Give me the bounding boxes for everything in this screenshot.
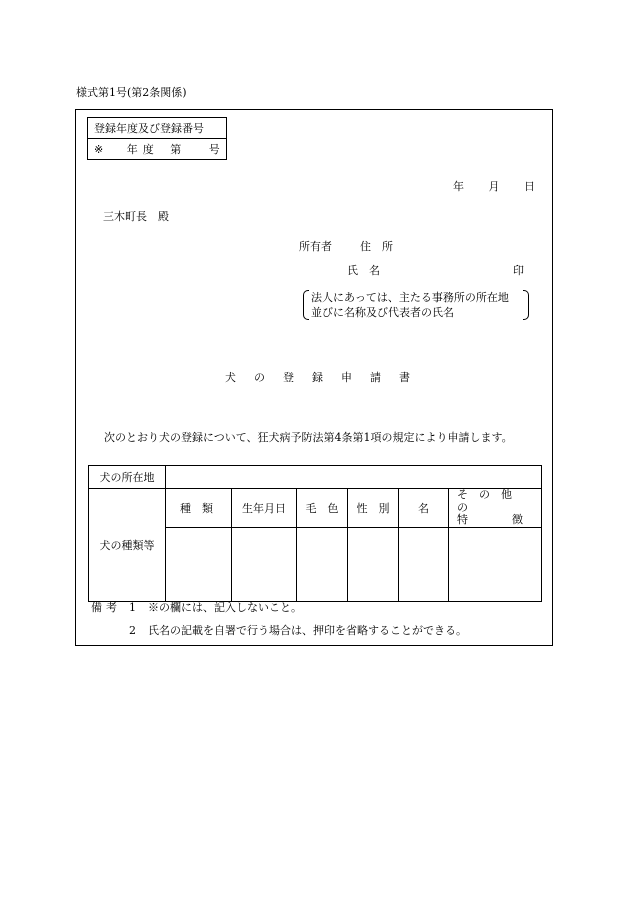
date-month-label: 月 <box>488 180 500 193</box>
form-number-label: 様式第1号(第2条関係) <box>76 86 187 99</box>
note-2-text: 氏名の記載を自署で行う場合は、押印を省略することができる。 <box>148 624 467 637</box>
registration-number-field[interactable] <box>88 139 227 160</box>
dog-name-field[interactable] <box>399 527 449 601</box>
date-year-label: 年 <box>453 180 464 193</box>
document-title: 犬の登録申請書 <box>225 371 428 384</box>
date-day-label: 日 <box>524 180 535 193</box>
owner-label: 所有者 <box>299 240 332 253</box>
sex-field[interactable] <box>348 527 399 601</box>
other-features-line1: そ の 他 の <box>457 488 523 514</box>
seal-mark: 印 <box>513 264 524 277</box>
owner-name-field[interactable]: 氏 名 <box>347 264 380 277</box>
registration-number-prefix: 第 <box>170 143 182 156</box>
dog-location-label: 犬の所在地 <box>89 466 166 489</box>
registration-box-header: 登録年度及び登録番号 <box>88 118 227 139</box>
note-1-number: 1 <box>129 601 136 614</box>
right-bracket <box>523 290 529 320</box>
dog-type-label: 犬の種類等 <box>89 489 166 602</box>
left-bracket <box>303 290 309 320</box>
owner-address-label <box>299 241 351 252</box>
owner-address-field[interactable]: 住 所 <box>360 240 393 253</box>
application-date[interactable] <box>453 181 535 192</box>
other-features-field[interactable] <box>449 527 542 601</box>
name-header: 名 <box>399 489 449 528</box>
registration-number-box <box>87 117 227 160</box>
corporate-note-line1: 法人にあっては、主たる事務所の所在地 <box>311 291 509 304</box>
corporate-note-line2: 並びに名称及び代表者の氏名 <box>311 306 454 319</box>
notes-label: 備考 <box>91 601 121 614</box>
registration-year-unit: 年度 <box>126 143 159 156</box>
breed-header: 種 類 <box>166 489 232 528</box>
other-features-line2: 特 徴 <box>457 513 523 527</box>
birthdate-header: 生年月日 <box>232 489 297 528</box>
other-features-header <box>449 489 542 528</box>
dog-location-field[interactable] <box>166 466 542 489</box>
addressee: 三木町長 殿 <box>103 210 169 223</box>
note-1-text: ※の欄には、記入しないこと。 <box>148 601 302 614</box>
body-text: 次のとおり犬の登録について、狂犬病予防法第4条第1項の規定により申請します。 <box>104 431 513 444</box>
sex-header: 性 別 <box>348 489 399 528</box>
birthdate-field[interactable] <box>232 527 297 601</box>
corporate-note <box>303 290 529 320</box>
coat-color-header: 毛 色 <box>297 489 348 528</box>
registration-number-suffix: 号 <box>208 143 220 156</box>
breed-field[interactable] <box>166 527 232 601</box>
coat-color-field[interactable] <box>297 527 348 601</box>
dog-info-table <box>88 465 542 602</box>
note-2-number: 2 <box>129 624 136 637</box>
office-use-mark: ※ <box>94 143 104 156</box>
